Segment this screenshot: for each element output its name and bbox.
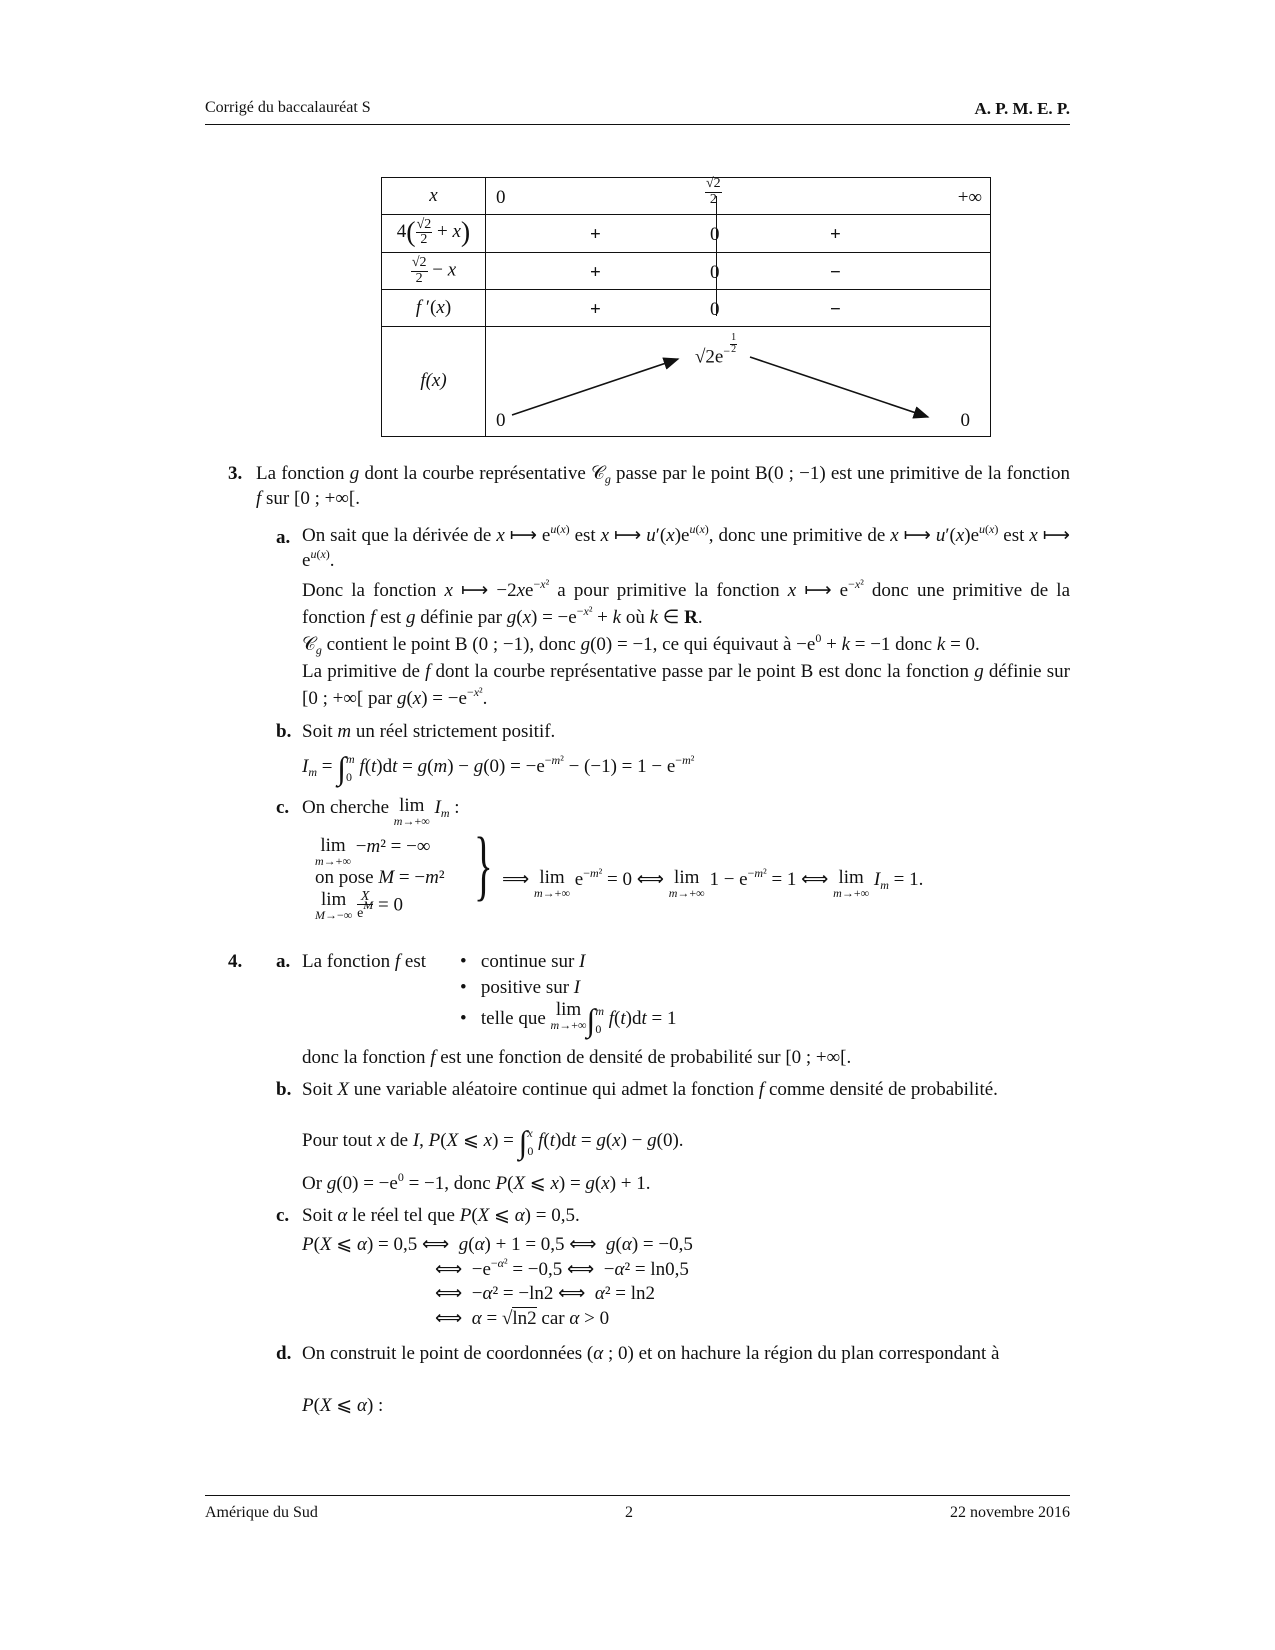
table-x-end: +∞ <box>957 187 982 208</box>
q4c-text: Soit α le réel tel que P(X ⩽ α) = 0,5. <box>302 1205 580 1226</box>
q4a-bullet-2: • positive sur I <box>460 977 581 998</box>
table-row3: + 0 − <box>486 290 991 327</box>
q3c-label: c. <box>276 797 290 818</box>
q4d-text: On construit le point de coordonnées (α ; 0) et on hachure la région du plan correspondant à <box>302 1343 1000 1364</box>
q4d-label: d. <box>276 1343 292 1364</box>
table-row3-label: f ′(x) <box>382 290 486 327</box>
table-row2: + 0 − <box>486 253 991 290</box>
header-right: A. P. M. E. P. <box>974 99 1070 118</box>
q4c-derivation: P(X ⩽ α) = 0,5 ⟺ g(α) + 1 = 0,5 ⟺ g(α) = −0,5 ⟺ $-e^{-\alpha^2} = -0,5$ ⟺ −α² = ln0,5 ⟺ −α² = −ln2 ⟺ α² = ln2 ⟺ α = √ln2 car α > 0 <box>302 1234 693 1330</box>
q3b-integral: $I_m = \int m$ 0 $f(t)dt = g(m) - g(0) = -e^{-m^2} - (-1) = 1 - e^{-m^2}$ <box>302 750 695 786</box>
page-footer <box>205 1503 1070 1524</box>
q4b-or: Or $g(0) = -e^0 = -1$, donc P(X ⩽ x) = g(x) + 1. <box>302 1170 651 1194</box>
q3c-intro: On cherche lim m→+∞ $I_m$ : <box>302 795 460 828</box>
q4a-label: a. <box>276 951 291 972</box>
table-x-row <box>486 178 991 215</box>
table-f-start: 0 <box>496 410 506 431</box>
table-zero-line <box>716 196 717 316</box>
table-x-start: 0 <box>496 187 506 208</box>
footer-right: 22 novembre 2016 <box>950 1504 1070 1521</box>
q3a-text: On sait que la dérivée de x ⟼ $e^{u(x)}$ est x ⟼ $u'(x)e^{u(x)}$, donc une primitive de x ⟼ $u'(x)e^{u(x)}$ est x ⟼ $e^{u(x)}$. <box>302 522 1071 571</box>
table-x-label: x <box>382 178 486 215</box>
footer-page-number: 2 <box>625 1504 633 1521</box>
q4b-text: Soit X une variable aléatoire continue qui admet la fonction f comme densité de probabilité. <box>302 1079 998 1100</box>
header-left: Corrigé du baccalauréat S <box>205 99 371 116</box>
q4b-label: b. <box>276 1079 292 1100</box>
table-f-max: $√2e^{- \frac{1}{2}}$ <box>695 332 737 368</box>
q4c-label: c. <box>276 1205 290 1226</box>
table-row2-label: $\frac{√2}{2}$ − x <box>382 253 486 290</box>
q4a-intro: La fonction f est <box>302 951 426 972</box>
q3a-label: a. <box>276 527 291 548</box>
table-row1-label: 4( $\frac{√2}{2}$ + x) <box>382 215 486 253</box>
q3b-intro: Soit m un réel strictement positif. <box>302 721 556 742</box>
footer-rule <box>205 1495 1070 1496</box>
table-f-row <box>486 327 991 437</box>
q3c-brace: } <box>474 821 493 908</box>
arrow-increasing <box>512 359 678 415</box>
q3-number: 3. <box>228 463 243 484</box>
header-rule <box>205 124 1070 125</box>
q3b-label: b. <box>276 721 292 742</box>
table-f-end: 0 <box>960 410 970 431</box>
q4-number: 4. <box>228 951 243 972</box>
q4a-bullet-3: • telle que lim m→+∞ ∫m 0 f(t)dt = 1 <box>460 999 677 1038</box>
variation-table <box>381 177 991 437</box>
q3a-text2: Donc la fonction x ⟼ $-2xe^{-x^2}$ a pour primitive la fonction x ⟼ $e^{-x^2}$ donc une primitive de la fonction f est g définie par $g(x) = -e^{-x^2} + k$ où k ∈ R. 𝒞$_g$ contient le point B (0 ; −1), donc g(0) = −1, ce qui équivaut à $-e^0 + k = -1$ donc k = 0. La primitive de f dont la courbe représentative passe par le point B est donc la fonction g définie sur [0 ; +∞[ par $g(x) = -e^{-x^2}$. <box>302 577 1071 709</box>
table-x-mid: $\frac{√2}{2}$ <box>706 176 721 207</box>
q4a-bullet-1: • continue sur I <box>460 951 586 972</box>
q4d-end: P(X ⩽ α) : <box>302 1395 384 1416</box>
arrow-decreasing <box>750 357 928 417</box>
q3c-conclusion: ⟹ lim m→+∞ $e^{-m^2} = 0$ ⟺ lim m→+∞ $1 - e^{-m^2} = 1$ ⟺ lim m→+∞ $I_m = 1$. <box>502 866 924 900</box>
q3c-system: lim m→+∞ −m² = −∞ on pose M = −m² lim M→−∞ $\frac{X}{e^M}$ = 0 <box>315 835 445 922</box>
q3-intro: La fonction g dont la courbe représentative 𝒞$_g$ passe par le point B(0 ; −1) est une primitive de la fonction f sur [0 ; +∞[. <box>256 463 1070 509</box>
table-f-label: f(x) <box>382 327 486 437</box>
q4a-conclusion: donc la fonction f est une fonction de densité de probabilité sur [0 ; +∞[. <box>302 1047 852 1068</box>
q4b-formula: Pour tout x de I, P(X ⩽ x) = ∫x 0 f(t)dt = g(x) − g(0). <box>302 1124 684 1160</box>
variation-arrows <box>486 327 966 437</box>
table-row1: + 0 + <box>486 215 991 253</box>
page-header <box>205 98 1070 119</box>
footer-left: Amérique du Sud <box>205 1504 318 1521</box>
